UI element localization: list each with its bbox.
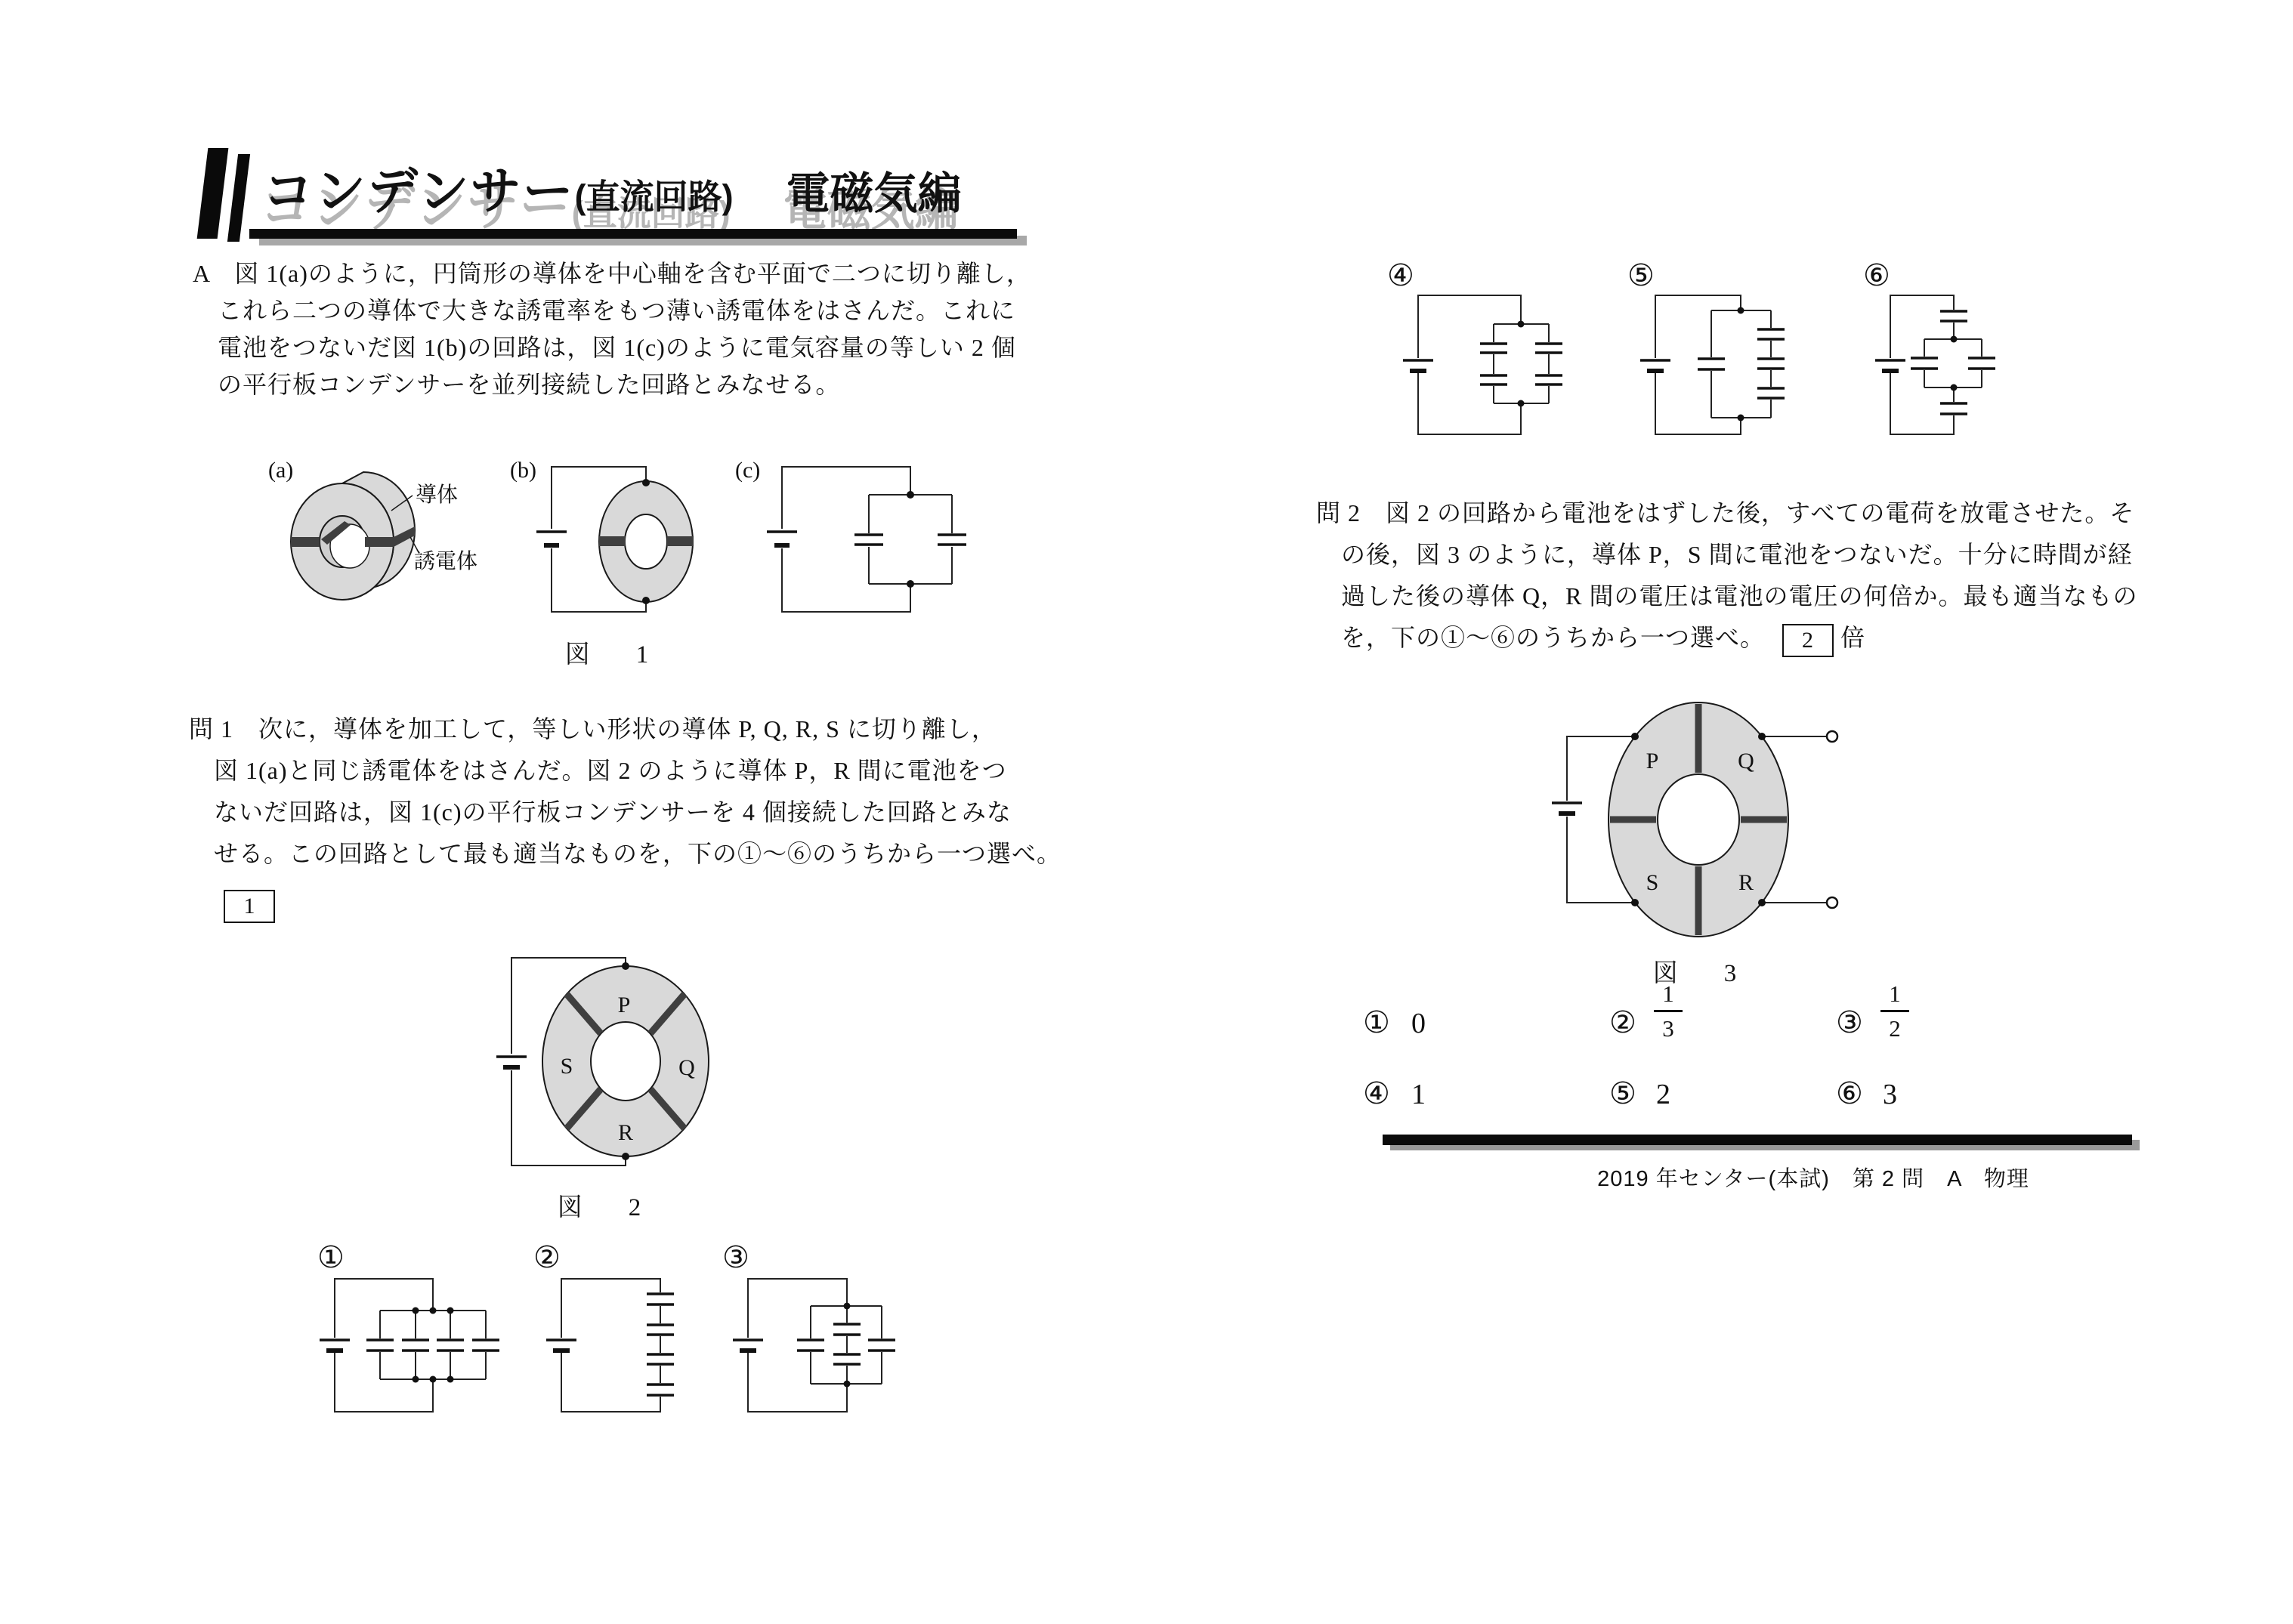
junction-dot	[413, 1308, 419, 1314]
fraction-bar	[1654, 1010, 1683, 1012]
title-main: コンデンサー	[263, 163, 575, 220]
capacitor-plates	[1698, 359, 1725, 369]
intro-paragraph	[193, 255, 1031, 403]
intro-line: A 図 1(a)のように，円筒形の導体を中心軸を含む平面で二つに切り離し，	[193, 260, 1031, 287]
dielectric-strip	[599, 536, 626, 546]
junction-dot	[844, 1381, 851, 1388]
answer2-number: ②	[1609, 1005, 1636, 1040]
circuit3-diagram	[729, 1273, 903, 1420]
q1-line: せる。この回路として最も適当なものを，下の①～⑥のうちから一つ選べ。	[214, 840, 1062, 867]
q1-line: 図 1(a)と同じ誘電体をはさんだ。図 2 のように導体 P，R 間に電池をつ	[214, 757, 1007, 784]
wire	[1655, 373, 1741, 434]
junction-dot	[1738, 415, 1744, 421]
junction-dot	[413, 1376, 419, 1383]
fig3-label-q: Q	[1738, 749, 1754, 773]
fig2-label-q: Q	[678, 1055, 695, 1080]
title-edition: 電磁気編	[786, 169, 962, 218]
junction-dot	[642, 597, 650, 604]
wire	[335, 1279, 433, 1338]
junction-dot	[1518, 321, 1525, 328]
dielectric-strip-left	[291, 537, 320, 547]
junction-dot	[1738, 307, 1744, 314]
intro-line: これら二つの導体で大きな誘電率をもつ薄い誘電体をはさんだ。これに	[218, 297, 1016, 324]
wire	[561, 1279, 660, 1338]
figure2-caption: 図 2	[557, 1194, 652, 1221]
wire	[561, 1353, 660, 1412]
junction-dot	[1758, 899, 1766, 906]
junction-dot	[642, 479, 650, 486]
junction-dot	[447, 1308, 454, 1314]
capacitor-plates	[1480, 344, 1562, 384]
q2-line4-text: を，下の①～⑥のうちから一つ選べ。	[1341, 624, 1766, 651]
wire	[1655, 295, 1741, 358]
junction-dot	[622, 962, 629, 970]
capacitor-plates	[1911, 358, 1995, 369]
q2-box-suffix: 倍	[1840, 624, 1866, 651]
answer6-value: 3	[1883, 1079, 1897, 1110]
circuit4-label: ④	[1387, 258, 1414, 293]
fraction-numerator: 1	[1662, 980, 1674, 1007]
wire	[748, 1279, 847, 1338]
junction-dot	[430, 1308, 437, 1314]
answer5-value: 2	[1656, 1079, 1670, 1110]
q2-line: 問 2 図 2 の回路から電池をはずした後，すべての電荷を放電させた。そ	[1316, 499, 2135, 526]
q1-answer-box: 1	[224, 890, 275, 923]
fig2-label-s: S	[560, 1054, 573, 1079]
header-accent-bar-2	[227, 154, 250, 242]
q2-line: 過した後の導体 Q，R 間の電圧は電池の電圧の何倍か。最も適当なもの	[1341, 582, 2138, 610]
source-citation: 2019 年センター(本試) 第 2 問 A 物理	[1597, 1167, 2029, 1191]
fraction-numerator: 1	[1889, 980, 1901, 1007]
ring-hole	[591, 1022, 660, 1101]
q1-line: ないだ回路は，図 1(c)の平行板コンデンサーを 4 個接続した回路とみな	[214, 798, 1012, 826]
dielectric-strip	[667, 536, 694, 546]
intro-line: の平行板コンデンサーを並列接続した回路とみなせる。	[218, 371, 841, 398]
figure1-caption: 図 1	[564, 641, 660, 668]
terminal-circle	[1827, 897, 1837, 908]
ring-hole	[625, 514, 667, 569]
capacitor-plates	[1757, 329, 1785, 398]
junction-dot	[447, 1376, 454, 1383]
dielectric-strip-right	[365, 537, 394, 547]
q2-answer-box: 2	[1782, 624, 1834, 657]
q2-line	[1341, 617, 2137, 659]
dielectric-label: 誘電体	[414, 550, 478, 573]
circuit2-diagram	[544, 1273, 680, 1420]
figure2-diagram	[468, 948, 816, 1197]
conductor-label: 導体	[416, 483, 459, 507]
answer5-number: ⑤	[1609, 1076, 1636, 1111]
junction-dot	[1758, 733, 1766, 740]
junction-dot	[907, 491, 914, 499]
question2-paragraph	[1316, 492, 2137, 659]
circuit1-label: ①	[317, 1240, 345, 1275]
circuit3-label: ③	[722, 1240, 749, 1275]
junction-dot	[1951, 336, 1958, 343]
circuit2-label: ②	[533, 1240, 561, 1275]
terminal-circle	[1827, 731, 1837, 742]
junction-dot	[907, 580, 914, 588]
header-accent-bar	[197, 148, 229, 239]
wire	[380, 1311, 486, 1379]
wire	[1924, 339, 1982, 387]
circuit5-label: ⑤	[1627, 258, 1655, 293]
capacitor-plates	[366, 1340, 499, 1351]
figure3-diagram	[1526, 680, 1987, 959]
circuit4-diagram	[1401, 291, 1567, 442]
answer2-fraction	[1652, 982, 1685, 1040]
answer3-number: ③	[1836, 1005, 1863, 1040]
fig3-label-p: P	[1646, 749, 1659, 773]
fig2-label-r: R	[617, 1120, 634, 1145]
wire	[782, 467, 910, 529]
page-title	[263, 151, 962, 224]
circuit6-diagram	[1874, 291, 2025, 442]
intro-line: 電池をつないだ図 1(b)の回路は，図 1(c)のように電気容量の等しい 2 個	[218, 334, 1016, 361]
fraction-denominator: 3	[1662, 1014, 1674, 1042]
title-underline	[249, 229, 1017, 239]
junction-dot	[1631, 899, 1639, 906]
ring-hole	[1658, 774, 1739, 865]
fig2-label-p: P	[617, 993, 631, 1017]
junction-dot	[844, 1303, 851, 1310]
junction-dot	[622, 1153, 629, 1160]
answer6-number: ⑥	[1836, 1076, 1863, 1111]
fig1-panel-c-label: (c)	[735, 458, 761, 483]
wire	[1418, 295, 1521, 358]
answer1-number: ①	[1363, 1005, 1390, 1040]
junction-dot	[1951, 384, 1958, 391]
answer1-value: 0	[1411, 1008, 1426, 1039]
junction-dot	[430, 1376, 437, 1383]
q2-line: の後，図 3 のように，導体 P，S 間に電池をつないだ。十分に時間が経	[1341, 541, 2133, 568]
junction-dot	[1518, 400, 1525, 407]
footer-divider-bar	[1383, 1135, 2132, 1145]
wire	[1890, 295, 1954, 358]
wire	[335, 1353, 433, 1412]
answer3-fraction	[1878, 982, 1911, 1040]
question1-paragraph	[189, 709, 1062, 875]
junction-dot	[1631, 733, 1639, 740]
wire	[782, 548, 910, 612]
fig3-label-s: S	[1646, 870, 1659, 895]
q1-line: 問 1 次に，導体を加工して，等しい形状の導体 P, Q, R, S に切り離し，	[189, 715, 997, 743]
fig1-panel-b-label: (b)	[510, 458, 536, 483]
title-subtitle: (直流回路)	[574, 178, 734, 216]
wire	[1494, 324, 1549, 403]
figure3-caption: 図 3	[1652, 960, 1748, 987]
fraction-bar	[1880, 1010, 1909, 1012]
circuit5-diagram	[1639, 291, 1794, 442]
fraction-denominator: 2	[1889, 1014, 1901, 1042]
fig1-panel-a-label: (a)	[268, 458, 294, 483]
answer4-value: 1	[1411, 1079, 1426, 1110]
answer4-number: ④	[1363, 1076, 1390, 1111]
fig3-label-r: R	[1738, 870, 1754, 895]
circuit6-label: ⑥	[1863, 258, 1890, 293]
circuit1-diagram	[314, 1273, 502, 1420]
wire	[748, 1353, 847, 1412]
